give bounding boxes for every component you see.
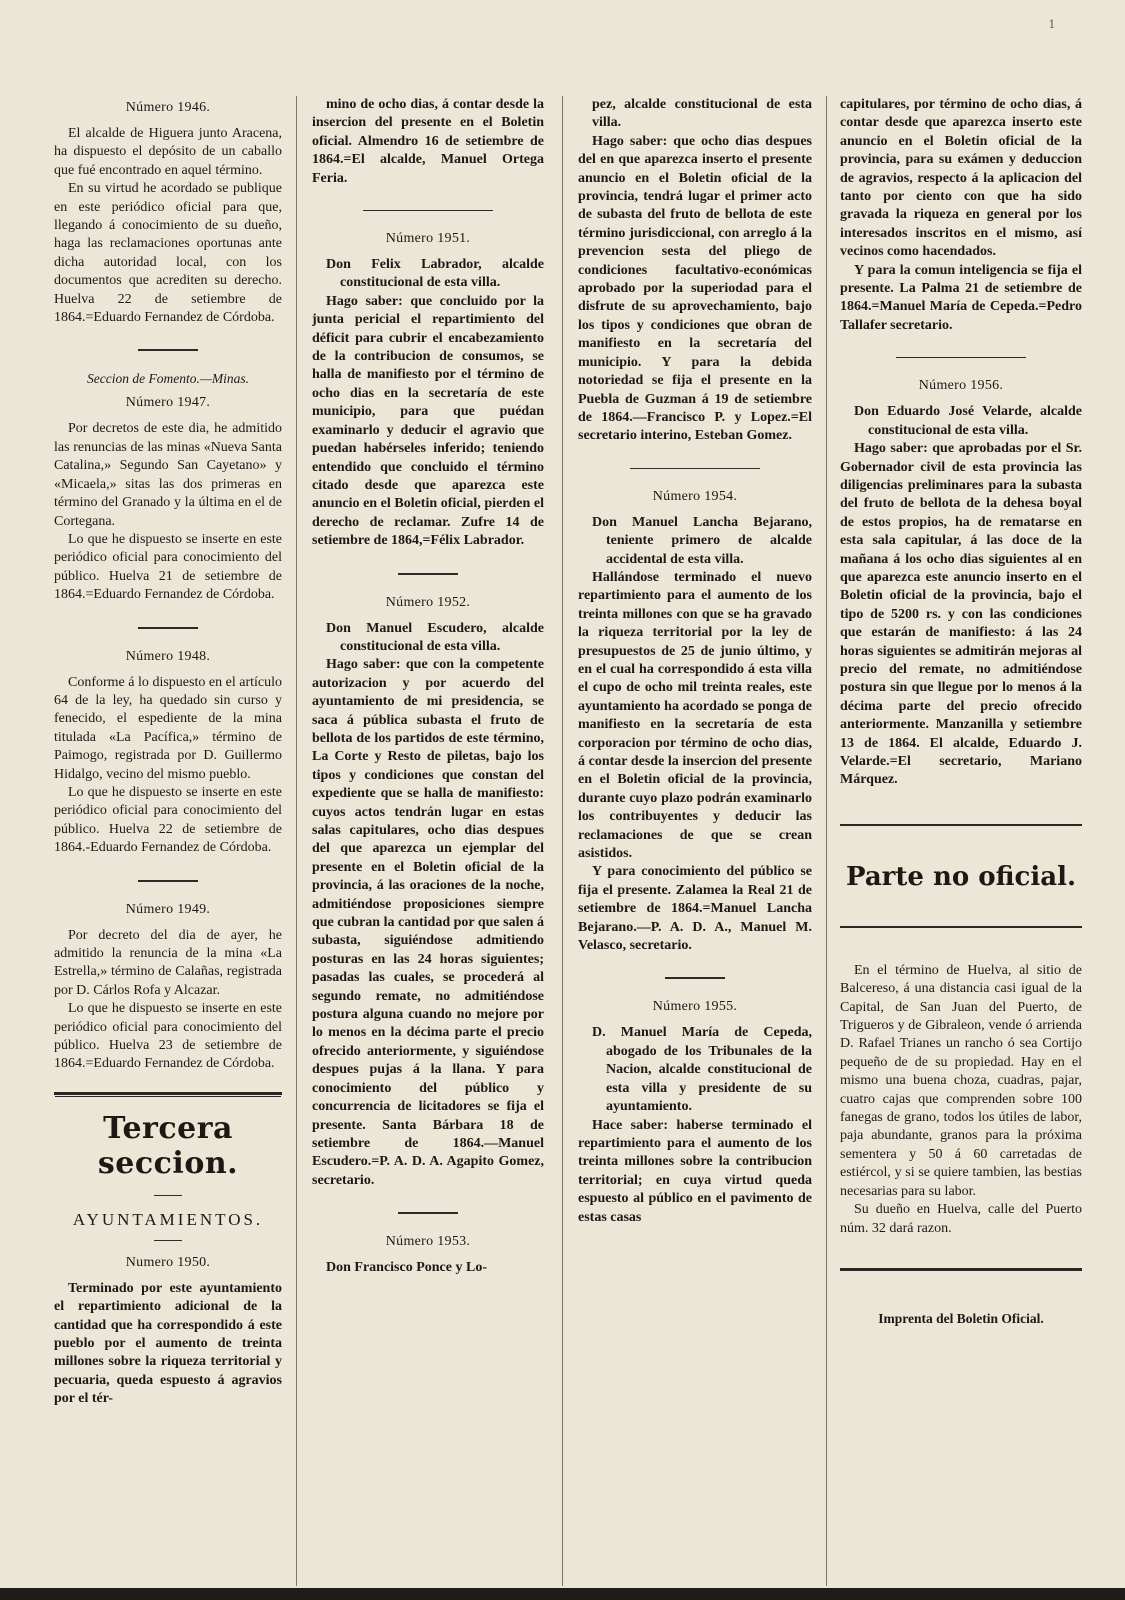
notice-paragraph: Terminado por este ayuntamiento el repartimiento adicional de la cantidad que ha correspondido á este pueblo por el aumento de treinta millones sobre la riqueza territorial y pecuaria, queda espuesto á agravios por el tér- (54, 1280, 282, 1407)
double-rule (840, 1268, 1082, 1271)
notice-paragraph: Por decreto del dia de ayer, he admitido la renuncia de la mina «La Estrella,» término de Calañas, registrada por D. Cárlos Rofa y Alcazar. (54, 927, 282, 998)
separator-rule (154, 1195, 182, 1196)
notice-paragraph: Hace saber: haberse terminado el repartimiento para el aumento de los treinta millones sobre la contribucion territorial; en cuya virtud queda espuesto al público en el pavimento de estas casas (578, 1117, 812, 1225)
notice-paragraph: Por decretos de este dia, he admitido las renuncias de las minas «Nueva Santa Catalina,» Segundo San Cayetano» y «Micaela,» sitas las dos primeras en término del Granado y la última en el de Cortegana. (54, 421, 282, 529)
notice-paragraph: Su dueño en Huelva, calle del Puerto núm. 32 dará razon. (840, 1202, 1082, 1236)
notice-paragraph: Hago saber: que concluido por la junta pericial el repartimiento del déficit para cubrir el encabezamiento de la contribucion de consumos, se halla de manifiesto por el término de ocho dias en la secretaría de este municipio, para que puédan examinarlo y deducir el agravio que puedan habérseles inferido; teniendo entendido que concluido el término citado desde que aparezca este anuncio en el Boletin oficial, pierden el derecho de reclamar. Zufre 14 de setiembre de 1864,=Félix Labrador. (312, 293, 544, 549)
notice-paragraph: Hago saber: que aprobadas por el Sr. Gobernador civil de esta provincia las diligencias preliminares para la subasta del fruto de bellota de la dehesa boyal de estos propios, ha de rematarse en esta sala capitular, á las doce de la mañana á los ocho dias siguientes al en que aparezca este anuncio inserto en el Boletin oficial de la provincia, bajo el tipo de 5200 rs. y con las condiciones que estarán de manifiesto: á las 24 horas siguientes se admitirán mejoras al precio del remate, no admitiéndose postura sin que llegue por lo menos á la décima parte del precio ofrecido anteriormente. Manzanilla y setiembre 13 de 1864. El alcalde, Eduardo J. Velarde.=El secretario, Mariano Márquez. (840, 441, 1082, 788)
column-rule (296, 96, 297, 1586)
separator-rule (138, 349, 198, 351)
notice-paragraph: mino de ocho dias, á contar desde la insercion del presente en el Boletin oficial. Almendro 16 de setiembre de 1864.=El alcalde, Manuel Ortega Feria. (312, 97, 544, 186)
notice-heading: Don Eduardo José Velarde, alcalde constitucional de esta villa. (854, 404, 1082, 438)
separator-rule (665, 977, 725, 979)
notice-number: Número 1953. (385, 1234, 471, 1250)
separator-rule (630, 468, 760, 469)
imprint-line: Imprenta del Boletin Oficial. (878, 1310, 1044, 1326)
notice-paragraph: En el término de Huelva, al sitio de Balcereso, á una distancia casi igual de la Capital, de San Juan del Puerto, de Trigueros y de Gibraleon, vende ó arrienda D. Rafael Trianes un rancho ó sea Cortijo pequeño de de su propiedad. Hay en el mismo una buena choza, cuadras, pajar, cuatro cajas que comprenden sobre 100 fanegas de grano, todos los útiles de labor, paja abundante, granos para la próxima sementera y 50 á 60 carretadas de estiércol, y si se quiere tambien, las bestias necesarias para su labor. (840, 962, 1082, 1199)
notice-number: Número 1946. (125, 100, 211, 115)
subsection-title: AYUNTAMIENTOS. (72, 1209, 264, 1229)
notice-heading: D. Manuel María de Cepeda, abogado de los Tribunales de la Nacion, alcalde constitucional de esta villa y presidente de su ayuntamiento. (592, 1025, 812, 1115)
notice-heading: Don Manuel Lancha Bejarano, teniente primero de alcalde accidental de esta villa. (592, 514, 812, 567)
separator-rule (154, 1240, 182, 1241)
separator-rule (138, 627, 198, 629)
column-3 (578, 96, 812, 1584)
column-rule (826, 96, 827, 1586)
section-heading: Seccion de Fomento.—Minas. (87, 371, 249, 387)
notice-paragraph: Hago saber: que con la competente autorizacion y por acuerdo del ayuntamiento de mi presidencia, se saca á pública subasta el fruto de bellota de los partidos de este término, La Corte y Resto de piletas, bajo los tipos y condiciones que constan del expediente que se halla de manifiesto: cuyos actos tendrán lugar en estas salas capitulares, ocho dias despues del que aparezca un ejemplar del presente en el Boletin oficial de la provincia, á las oraciones de la noche, admitiéndose proposiciones siempre que cubran la cantidad por que salen á subasta, siguiéndose admitiendo posturas en las 24 horas siguientes; pasadas las cuales, se procederá al segundo remate, no admitiéndose postura alguna cuando no mejore por lo menos en la décima parte el precio ofrecido anteriormente, y siguiéndose despues pujas á la llana. Y para conocimiento del público y concurrencia de licitadores se fija el presente. Santa Bárbara 18 de setiembre de 1864.—Manuel Escudero.=P. A. D. A. Agapito Gomez, secretario. (312, 657, 544, 1188)
column-4 (840, 96, 1082, 1584)
notice-paragraph: Conforme á lo dispuesto en el artículo 64 de la ley, ha quedado sin curso y fenecido, el espediente de la mina titulada «La Pacífica,» término de Paimogo, registrada por D. Guillermo Hidalgo, vecino del mismo pueblo. (54, 674, 282, 782)
column-2 (312, 96, 544, 1584)
notice-number: Número 1951. (385, 231, 471, 247)
notice-paragraph: Y para conocimiento del público se fija el presente. Zalamea la Real 21 de setiembre de 1864.=Manuel Lancha Bejarano.—P. A. D. A., Manuel M. Velasco, secretario. (578, 864, 812, 954)
separator-rule (398, 573, 458, 575)
notice-number: Número 1952. (385, 594, 471, 610)
section-title: Tercera seccion. (97, 1110, 239, 1181)
notice-number: Número 1948. (125, 648, 211, 664)
notice-heading: pez, alcalde constitucional de esta villa. (592, 97, 812, 131)
separator-rule (398, 1212, 458, 1214)
notice-paragraph: Y para la comun inteligencia se fija el presente. La Palma 21 de setiembre de 1864.=Manuel María de Cepeda.=Pedro Tallafer secretario. (840, 262, 1082, 333)
double-rule (54, 1092, 282, 1095)
notice-heading: Don Felix Labrador, alcalde constitucional de esta villa. (326, 257, 544, 291)
section-title: Parte no oficial. (845, 861, 1077, 892)
notice-paragraph: Lo que he dispuesto se inserte en este periódico oficial para conocimiento del público. Huelva 23 de setiembre de 1864.=Eduardo Fernandez de Córdoba. (54, 1001, 282, 1072)
notice-paragraph: Lo que he dispuesto se inserte en este periódico oficial para conocimiento del público. Huelva 21 de setiembre de 1864.=Eduardo Fernandez de Córdoba. (54, 531, 282, 603)
notice-number: Número 1956. (918, 378, 1004, 394)
notice-heading: Don Manuel Escudero, alcalde constitucional de esta villa. (326, 620, 544, 654)
page-mark: 1 (1048, 16, 1055, 31)
separator-rule (896, 357, 1026, 358)
section-frame (840, 824, 1082, 928)
separator-rule (363, 210, 493, 211)
notice-paragraph: Hallándose terminado el nuevo repartimiento para el aumento de los treinta millones con que se ha gravado la riqueza territorial por la ley de presupuestos de 25 de junio último, y en el cual ha correspondido á esta villa el cupo de ocho mil treinta reales, este ayuntamiento ha acordado se ponga de manifiesto en la secretaría de esta corporacion por término de ocho dias, á contar desde la insercion del presente en el Boletin oficial de la provincia, durante cuyo plazo podrán examinarlo los contribuyentes y deducir las reclamaciones de que se crean asistidos. (578, 569, 812, 862)
notice-paragraph: capitulares, por término de ocho dias, á contar desde que aparezca inserto este anuncio en el Boletin oficial de la provincia, para su exámen y deduccion de agravios, respecto á la aplicacion del tanto por ciento con que ha sido gravada la riqueza en general por los interesados inscritos en el mismo, así vecinos como hacendados. (840, 97, 1082, 260)
notice-number: Número 1954. (652, 488, 738, 504)
column-1 (54, 96, 282, 1584)
notice-number: Número 1949. (125, 901, 211, 917)
bottom-edge-strip (0, 1588, 1125, 1600)
column-rule (562, 96, 563, 1586)
notice-paragraph: El alcalde de Higuera junto Aracena, ha dispuesto el depósito de un caballo que fué encontrado en aquel término. (54, 126, 282, 178)
notice-paragraph: Hago saber: que ocho dias despues del en que aparezca inserto el presente anuncio en el Boletin oficial de la provincia, tendrá lugar el primer acto de subasta del fruto de bellota de este término jurisdiccional, con arreglo á la prevencion sesta del pliego de condiciones facultativo-económicas aprobado por la superiodad para el disfrute de su aprovechamiento, bajo los tipos y condiciones que obran de manifiesto en la secretaría del municipio. Y para la debida notoriedad se fija el presente en la Puebla de Guzman á 19 de setiembre de 1864.—Francisco P. y Lopez.=El secretario interino, Esteban Gomez. (578, 133, 812, 444)
separator-rule (138, 880, 198, 882)
notice-paragraph: Lo que he dispuesto se inserte en este periódico oficial para conocimiento del público. Huelva 22 de setiembre de 1864.-Eduardo Fernandez de Córdoba. (54, 784, 282, 856)
notice-heading: Don Francisco Ponce y Lo- (326, 1260, 487, 1276)
notice-number: Número 1955. (652, 999, 738, 1015)
notice-number: Numero 1950. (125, 1254, 211, 1270)
notice-number: Número 1947. (125, 395, 211, 411)
notice-paragraph: En su virtud he acordado se publique en este periódico oficial para que, llegando á conocimiento de su dueño, haga las reclamaciones oportunas ante dicha autoridad local, con los documentos que acrediten su derecho. Huelva 22 de setiembre de 1864.=Eduardo Fernandez de Córdoba. (54, 181, 282, 326)
